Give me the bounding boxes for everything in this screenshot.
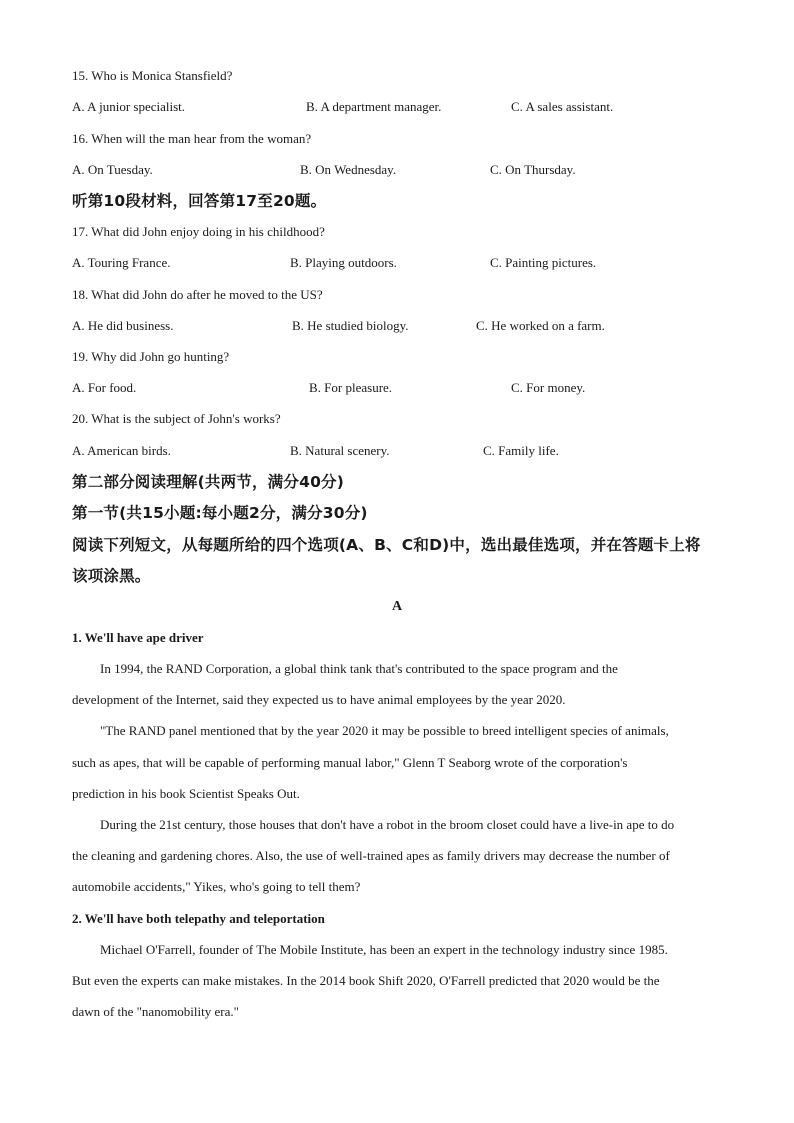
question-15: 15. Who is Monica Stansfield? [72,68,233,83]
question-18: 18. What did John do after he moved to the US? [72,287,323,302]
part-2-title: 第二部分阅读理解(共两节，满分40分) [72,473,345,491]
question-18-options [72,318,772,334]
option-c: C. He worked on a farm. [476,318,605,333]
option-c: C. For money. [511,380,586,395]
paragraph-4-line-1: Michael O'Farrell, founder of The Mobile Institute, has been an expert in the technology industry since 1985. [100,942,668,957]
question-16: 16. When will the man hear from the woman? [72,131,312,146]
paragraph-1-line-1: In 1994, the RAND Corporation, a global think tank that's contributed to the space program and the [100,661,618,676]
option-b: B. Natural scenery. [290,443,390,458]
option-b: B. A department manager. [306,99,442,114]
question-15-options [72,99,772,115]
option-b: B. For pleasure. [309,380,393,395]
option-a: A. On Tuesday. [72,162,153,177]
option-a: A. Touring France. [72,255,171,270]
option-c: C. Family life. [483,443,559,458]
paragraph-2-line-2: such as apes, that will be capable of performing manual labor," Glenn T Seaborg wrote of the corporation's [72,755,628,770]
question-20-options [72,443,772,459]
paragraph-4-line-2: But even the experts can make mistakes. In the 2014 book Shift 2020, O'Farrell predicted that 2020 would be the [72,973,660,988]
paragraph-2-line-3: prediction in his book Scientist Speaks Out. [72,786,300,801]
question-17-options [72,255,772,271]
question-20: 20. What is the subject of John's works? [72,411,281,426]
option-a: A. He did business. [72,318,174,333]
question-16-options [72,162,772,178]
option-b: B. On Wednesday. [300,162,397,177]
section-1-title: 第一节(共15小题:每小题2分，满分30分) [72,504,368,522]
option-a: A. For food. [72,380,137,395]
paragraph-3-line-1: During the 21st century, those houses that don't have a robot in the broom closet could have a live-in ape to do [100,817,675,832]
heading-1: 1. We'll have ape driver [72,630,204,645]
paragraph-2-line-1: "The RAND panel mentioned that by the year 2020 it may be possible to breed intelligent species of animals, [100,723,669,738]
option-b: B. He studied biology. [292,318,409,333]
option-b: B. Playing outdoors. [290,255,397,270]
paragraph-1-line-2: development of the Internet, said they expected us to have animal employees by the year 2020. [72,692,566,707]
question-17: 17. What did John enjoy doing in his childhood? [72,224,325,239]
reading-instructions-line-1: 阅读下列短文，从每题所给的四个选项(A、B、C和D)中，选出最佳选项，并在答题卡上将 [72,536,701,554]
heading-2: 2. We'll have both telepathy and teleportation [72,911,325,926]
option-c: C. Painting pictures. [490,255,597,270]
paragraph-3-line-2: the cleaning and gardening chores. Also, the use of well-trained apes as family drivers may decrease the number of [72,848,670,863]
reading-instructions-line-2: 该项涂黑。 [72,567,151,585]
option-c: C. On Thursday. [490,162,576,177]
section-10-instruction: 听第10段材料，回答第17至20题。 [72,192,327,210]
option-a: A. American birds. [72,443,171,458]
question-19-options [72,380,772,396]
paragraph-3-line-3: automobile accidents," Yikes, who's going to tell them? [72,879,361,894]
option-a: A. A junior specialist. [72,99,186,114]
question-19: 19. Why did John go hunting? [72,349,230,364]
passage-label: A [391,599,403,614]
option-c: C. A sales assistant. [511,99,614,114]
paragraph-4-line-3: dawn of the "nanomobility era." [72,1004,239,1019]
